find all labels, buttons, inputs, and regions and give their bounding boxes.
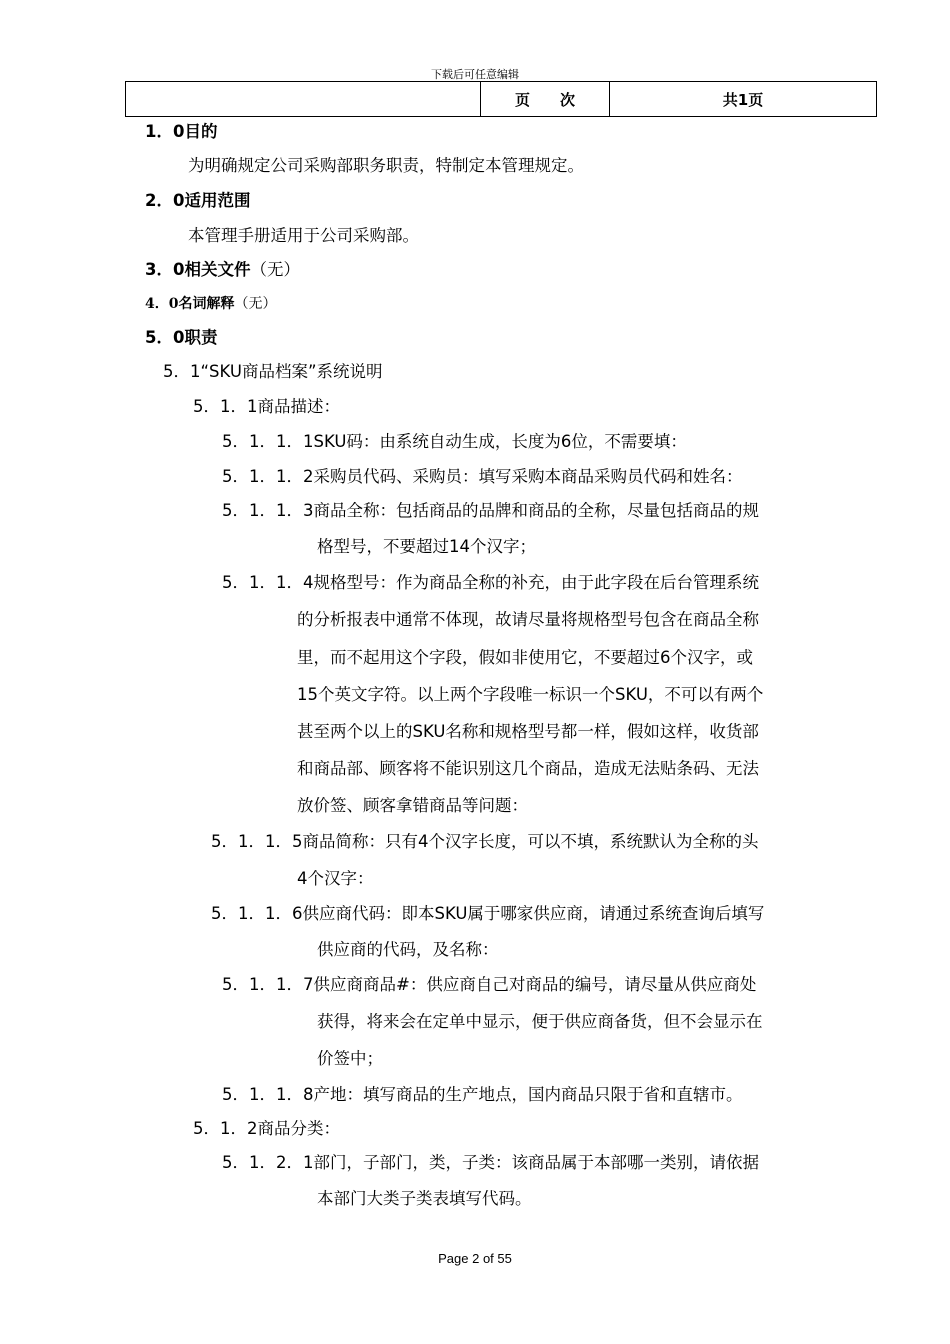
section-5-1-1-heading: 5．1．1商品描述：	[193, 397, 340, 416]
item-5-1-1-4-line4: 15个英文字符。以上两个字段唯一标识一个SKU，不可以有两个	[297, 685, 764, 704]
item-5-1-1-3-line2: 格型号，不要超过14个汉字；	[317, 537, 536, 556]
item-5-1-1-4-line2: 的分析报表中通常不体现，故请尽量将规格型号包含在商品全称	[297, 610, 759, 629]
item-5-1-1-8: 5．1．1．8产地：填写商品的生产地点，国内商品只限于省和直辖市。	[222, 1085, 743, 1104]
section-4-title: 名词解释	[178, 296, 235, 312]
item-5-1-1-4-line6: 和商品部、顾客将不能识别这几个商品，造成无法贴条码、无法	[297, 759, 759, 778]
section-5-1-2-heading: 5．1．2商品分类：	[193, 1119, 340, 1138]
item-5-1-2-1-line1: 5．1．2．1部门，子部门，类，子类：该商品属于本部哪一类别，请依据	[222, 1153, 759, 1172]
item-5-1-1-4-line1: 5．1．1．4规格型号：作为商品全称的补充，由于此字段在后台管理系统	[222, 573, 759, 592]
item-5-1-1-6-line2: 供应商的代码，及名称：	[317, 940, 499, 959]
item-5-1-1-1: 5．1．1．1SKU码：由系统自动生成，长度为6位，不需要填：	[222, 432, 687, 451]
section-3-number: 3．0	[145, 260, 185, 279]
section-4-paren: （无）	[234, 296, 277, 312]
page-total-cell: 共1页	[610, 82, 877, 117]
section-2-heading	[145, 191, 250, 211]
item-5-1-1-4-line7: 放价签、顾客拿错商品等问题：	[297, 796, 528, 815]
section-3-paren: （无）	[250, 260, 300, 279]
header-blank-cell	[126, 82, 481, 117]
section-5-number: 5．0	[145, 328, 185, 347]
page-footer: Page 2 of 55	[438, 1251, 512, 1266]
item-5-1-1-4-line3: 里，而不起用这个字段，假如非使用它，不要超过6个汉字，或	[297, 648, 753, 667]
item-5-1-1-3-line1: 5．1．1．3商品全称：包括商品的品牌和商品的全称，尽量包括商品的规	[222, 501, 759, 520]
item-5-1-1-4-line5: 甚至两个以上的SKU名称和规格型号都一样，假如这样，收货部	[297, 722, 759, 741]
item-5-1-1-7-line1: 5．1．1．7供应商商品#：供应商自己对商品的编号，请尽量从供应商处	[222, 975, 757, 994]
section-4-number: 4．0	[145, 296, 179, 312]
section-2-body: 本管理手册适用于公司采购部。	[188, 226, 419, 245]
top-note: 下载后可任意编辑	[431, 68, 519, 81]
section-3-title: 相关文件	[184, 260, 251, 279]
section-3-heading	[145, 260, 300, 280]
section-4-heading	[145, 294, 276, 314]
page-label-cell: 页 次	[481, 82, 610, 117]
section-2-number: 2．0	[145, 191, 185, 210]
section-5-1-heading: 5．1“SKU商品档案”系统说明	[163, 362, 383, 381]
header-table	[125, 81, 877, 117]
item-5-1-2-1-line2: 本部门大类子类表填写代码。	[317, 1189, 532, 1208]
section-2-title: 适用范围	[184, 191, 251, 210]
item-5-1-1-6-line1: 5．1．1．6供应商代码：即本SKU属于哪家供应商，请通过系统查询后填写	[211, 904, 765, 923]
item-5-1-1-7-line2: 获得，将来会在定单中显示，便于供应商备货，但不会显示在	[317, 1012, 763, 1031]
item-5-1-1-5-line1: 5．1．1．5商品简称：只有4个汉字长度，可以不填，系统默认为全称的头	[211, 832, 759, 851]
item-5-1-1-2: 5．1．1．2采购员代码、采购员：填写采购本商品采购员代码和姓名：	[222, 467, 743, 486]
item-5-1-1-5-line2: 4个汉字：	[297, 869, 374, 888]
section-1-heading	[145, 122, 217, 142]
section-1-body: 为明确规定公司采购部职务职责，特制定本管理规定。	[188, 156, 584, 175]
section-5-heading	[145, 328, 217, 348]
section-1-title: 目的	[184, 122, 218, 141]
item-5-1-1-7-line3: 价签中；	[317, 1049, 383, 1068]
section-5-title: 职责	[184, 328, 218, 347]
section-1-number: 1．0	[145, 122, 185, 141]
